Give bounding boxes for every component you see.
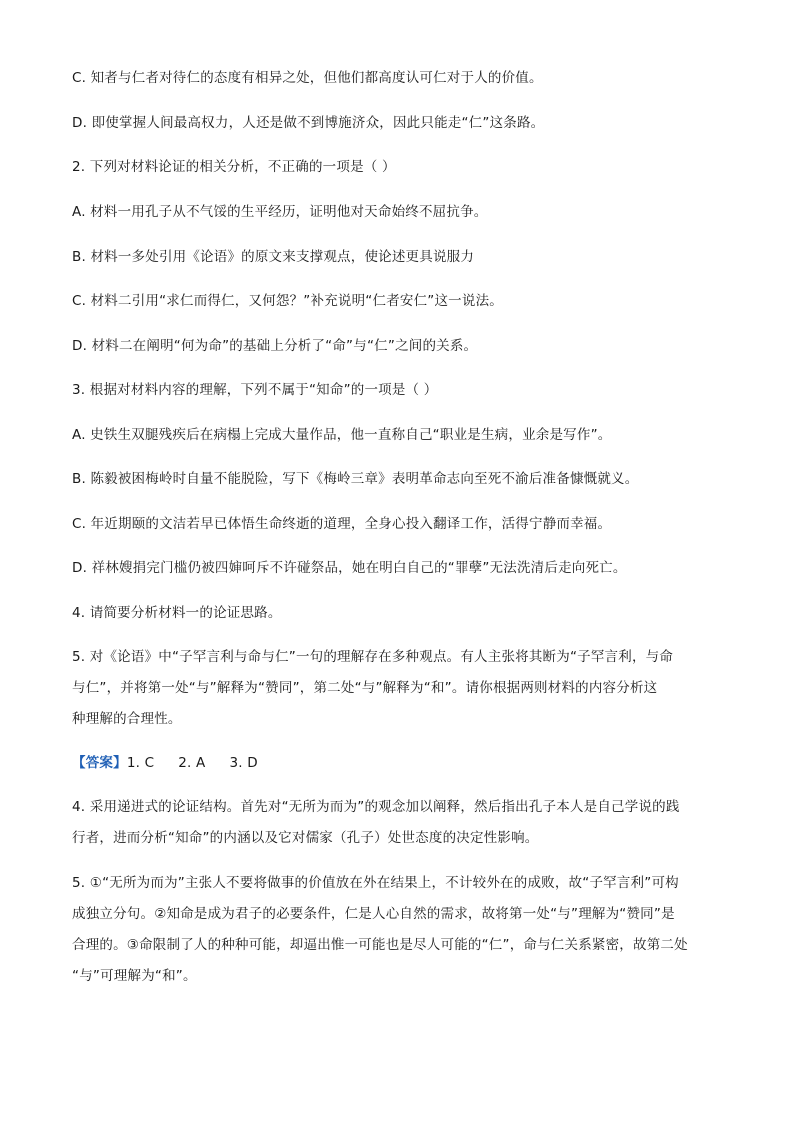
- answer-4-line-2: 行者，进而分析“知命”的内涵以及它对儒家（孔子）处世态度的决定性影响。: [72, 830, 539, 846]
- q3-option-a: A. 史铁生双腿残疾后在病榻上完成大量作品，他一直称自己“职业是生病，业余是写作”。: [72, 427, 612, 443]
- answer-5-line-1: 5. ①“无所为而为”主张人不要将做事的价值放在外在结果上，不计较外在的成败，故“子罕言利”可构: [72, 875, 679, 891]
- q2-option-b: B. 材料一多处引用《论语》的原文来支撑观点，使论述更具说服力: [72, 249, 475, 265]
- answer-row: [72, 753, 732, 773]
- answer-2: 2. A: [178, 755, 206, 771]
- q3-option-d: D. 祥林嫂捐完门槛仍被四婶呵斥不许碰祭品，她在明白自己的“罪孽”无法洗清后走向死亡。: [72, 560, 627, 576]
- q5-stem-line-1: 5. 对《论语》中“子罕言利与命与仁”一句的理解存在多种观点。有人主张将其断为“子罕言利，与命: [72, 649, 674, 665]
- q3-option-c: C. 年近期颐的文洁若早已体悟生命终逝的道理，全身心投入翻译工作，活得宁静而幸福。: [72, 516, 612, 532]
- answer-tag: 【答案】: [72, 755, 127, 771]
- answer-5-line-2: 成独立分句。②知命是成为君子的必要条件，仁是人心自然的需求，故将第一处“与”理解为“赞同”是: [72, 906, 675, 922]
- q4-stem: 4. 请简要分析材料一的论证思路。: [72, 605, 282, 621]
- q5-stem-line-2: 与仁”，并将第一处“与”解释为“赞同”，第二处“与”解释为“和”。请你根据两则材料的内容分析这: [72, 680, 658, 696]
- answer-1: 1. C: [126, 755, 155, 771]
- q2-option-c: C. 材料二引用“求仁而得仁，又何怨？”补充说明“仁者安仁”这一说法。: [72, 293, 503, 309]
- q2-stem: 2. 下列对材料论证的相关分析，不正确的一项是（ ）: [72, 159, 396, 175]
- answer-5-line-4: “与”可理解为“和”。: [72, 968, 197, 984]
- answer-4-line-1: 4. 采用递进式的论证结构。首先对“无所为而为”的观念加以阐释，然后指出孔子本人是自己学说的践: [72, 799, 680, 815]
- q3-stem: 3. 根据对材料内容的理解，下列不属于“知命”的一项是（ ）: [72, 382, 438, 398]
- q1-option-d: D. 即使掌握人间最高权力，人还是做不到博施济众，因此只能走“仁”这条路。: [72, 115, 545, 131]
- q3-option-b: B. 陈毅被困梅岭时自量不能脱险，写下《梅岭三章》表明革命志向至死不渝后准备慷慨就义。: [72, 471, 639, 487]
- q2-option-a: A. 材料一用孔子从不气馁的生平经历，证明他对天命始终不屈抗争。: [72, 204, 488, 220]
- answer-3: 3. D: [229, 755, 258, 771]
- q5-stem-line-3: 种理解的合理性。: [72, 711, 182, 727]
- q2-option-d: D. 材料二在阐明“何为命”的基础上分析了“命”与“仁”之间的关系。: [72, 338, 478, 354]
- answer-5-line-3: 合理的。③命限制了人的种种可能，却逼出惟一可能也是尽人可能的“仁”，命与仁关系紧密，故第二处: [72, 937, 688, 953]
- q1-option-c: C. 知者与仁者对待仁的态度有相异之处，但他们都高度认可仁对于人的价值。: [72, 70, 543, 86]
